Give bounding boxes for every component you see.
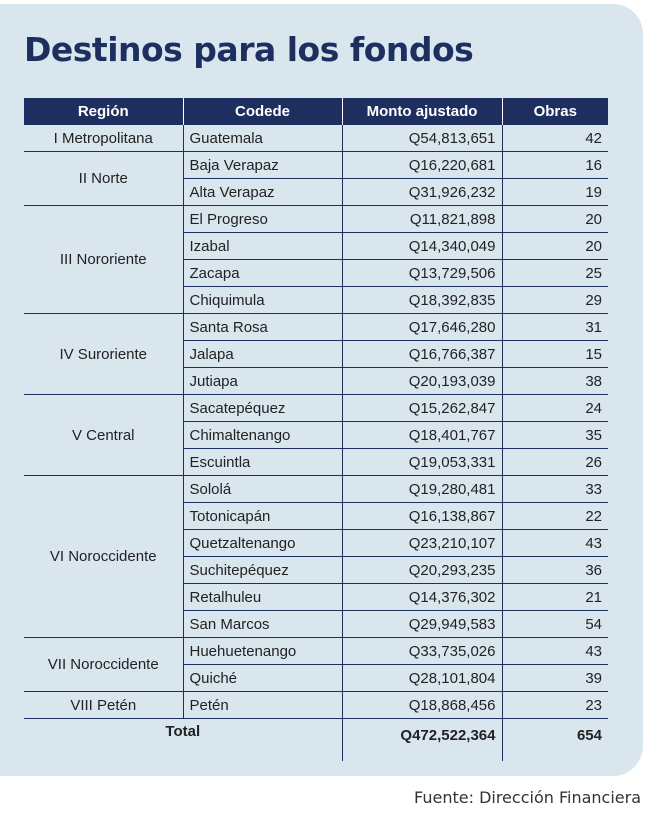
region-cell: VII Noroccidente bbox=[24, 638, 183, 692]
table-row bbox=[24, 152, 608, 179]
codede-cell: Retalhuleu bbox=[183, 584, 342, 611]
header-obras: Obras bbox=[502, 98, 608, 125]
region-cell: VIII Petén bbox=[24, 692, 183, 719]
obras-cell: 23 bbox=[502, 692, 608, 719]
source-note: Fuente: Dirección Financiera bbox=[414, 788, 641, 807]
codede-cell: Quiché bbox=[183, 665, 342, 692]
codede-cell: Quetzaltenango bbox=[183, 530, 342, 557]
codede-cell: Zacapa bbox=[183, 260, 342, 287]
monto-cell: Q16,766,387 bbox=[342, 341, 502, 368]
codede-cell: Sololá bbox=[183, 476, 342, 503]
table-row bbox=[24, 314, 608, 341]
codede-cell: Chiquimula bbox=[183, 287, 342, 314]
monto-cell: Q17,646,280 bbox=[342, 314, 502, 341]
page-title: Destinos para los fondos bbox=[24, 30, 474, 69]
obras-cell: 24 bbox=[502, 395, 608, 422]
header-monto: Monto ajustado bbox=[342, 98, 502, 125]
obras-cell: 20 bbox=[502, 206, 608, 233]
monto-cell: Q18,392,835 bbox=[342, 287, 502, 314]
total-label: Total bbox=[165, 723, 201, 740]
obras-cell: 20 bbox=[502, 233, 608, 260]
obras-cell: 31 bbox=[502, 314, 608, 341]
table-row bbox=[24, 638, 608, 665]
monto-cell: Q28,101,804 bbox=[342, 665, 502, 692]
obras-cell: 54 bbox=[502, 611, 608, 638]
monto-cell: Q23,210,107 bbox=[342, 530, 502, 557]
monto-cell: Q20,193,039 bbox=[342, 368, 502, 395]
codede-cell: Chimaltenango bbox=[183, 422, 342, 449]
codede-cell: Petén bbox=[183, 692, 342, 719]
monto-cell: Q15,262,847 bbox=[342, 395, 502, 422]
table-row bbox=[24, 125, 608, 152]
obras-cell: 43 bbox=[502, 530, 608, 557]
table-row bbox=[24, 395, 608, 422]
codede-cell: Alta Verapaz bbox=[183, 179, 342, 206]
obras-cell: 39 bbox=[502, 665, 608, 692]
codede-cell: Escuintla bbox=[183, 449, 342, 476]
region-cell: III Nororiente bbox=[24, 206, 183, 314]
total-monto: Q472,522,364 bbox=[342, 719, 502, 762]
table-header-row bbox=[24, 98, 608, 125]
region-cell: V Central bbox=[24, 395, 183, 476]
monto-cell: Q16,138,867 bbox=[342, 503, 502, 530]
codede-cell: Totonicapán bbox=[183, 503, 342, 530]
monto-cell: Q54,813,651 bbox=[342, 125, 502, 152]
monto-cell: Q14,376,302 bbox=[342, 584, 502, 611]
codede-cell: Suchitepéquez bbox=[183, 557, 342, 584]
table-body bbox=[24, 125, 608, 761]
obras-cell: 35 bbox=[502, 422, 608, 449]
funds-table bbox=[24, 98, 608, 761]
header-region: Región bbox=[24, 98, 183, 125]
monto-cell: Q11,821,898 bbox=[342, 206, 502, 233]
obras-cell: 42 bbox=[502, 125, 608, 152]
obras-cell: 36 bbox=[502, 557, 608, 584]
codede-cell: Huehuetenango bbox=[183, 638, 342, 665]
codede-cell: El Progreso bbox=[183, 206, 342, 233]
obras-cell: 25 bbox=[502, 260, 608, 287]
obras-cell: 43 bbox=[502, 638, 608, 665]
table-row bbox=[24, 206, 608, 233]
table-row bbox=[24, 692, 608, 719]
obras-cell: 16 bbox=[502, 152, 608, 179]
codede-cell: Jutiapa bbox=[183, 368, 342, 395]
total-obras: 654 bbox=[576, 727, 602, 744]
obras-cell: 26 bbox=[502, 449, 608, 476]
region-cell: VI Noroccidente bbox=[24, 476, 183, 638]
codede-cell: Guatemala bbox=[183, 125, 342, 152]
monto-cell: Q29,949,583 bbox=[342, 611, 502, 638]
table-row bbox=[24, 476, 608, 503]
monto-cell: Q14,340,049 bbox=[342, 233, 502, 260]
obras-cell: 21 bbox=[502, 584, 608, 611]
monto-cell: Q18,401,767 bbox=[342, 422, 502, 449]
obras-cell: 29 bbox=[502, 287, 608, 314]
total-row bbox=[24, 719, 608, 762]
monto-cell: Q19,280,481 bbox=[342, 476, 502, 503]
obras-cell: 38 bbox=[502, 368, 608, 395]
header-codede: Codede bbox=[183, 98, 342, 125]
codede-cell: San Marcos bbox=[183, 611, 342, 638]
codede-cell: Sacatepéquez bbox=[183, 395, 342, 422]
obras-cell: 33 bbox=[502, 476, 608, 503]
monto-cell: Q33,735,026 bbox=[342, 638, 502, 665]
monto-cell: Q18,868,456 bbox=[342, 692, 502, 719]
obras-cell: 19 bbox=[502, 179, 608, 206]
codede-cell: Santa Rosa bbox=[183, 314, 342, 341]
monto-cell: Q13,729,506 bbox=[342, 260, 502, 287]
obras-cell: 22 bbox=[502, 503, 608, 530]
region-cell: I Metropolitana bbox=[24, 125, 183, 152]
codede-cell: Izabal bbox=[183, 233, 342, 260]
codede-cell: Jalapa bbox=[183, 341, 342, 368]
codede-cell: Baja Verapaz bbox=[183, 152, 342, 179]
monto-cell: Q31,926,232 bbox=[342, 179, 502, 206]
region-cell: IV Suroriente bbox=[24, 314, 183, 395]
obras-cell: 15 bbox=[502, 341, 608, 368]
monto-cell: Q16,220,681 bbox=[342, 152, 502, 179]
monto-cell: Q19,053,331 bbox=[342, 449, 502, 476]
monto-cell: Q20,293,235 bbox=[342, 557, 502, 584]
region-cell: II Norte bbox=[24, 152, 183, 206]
